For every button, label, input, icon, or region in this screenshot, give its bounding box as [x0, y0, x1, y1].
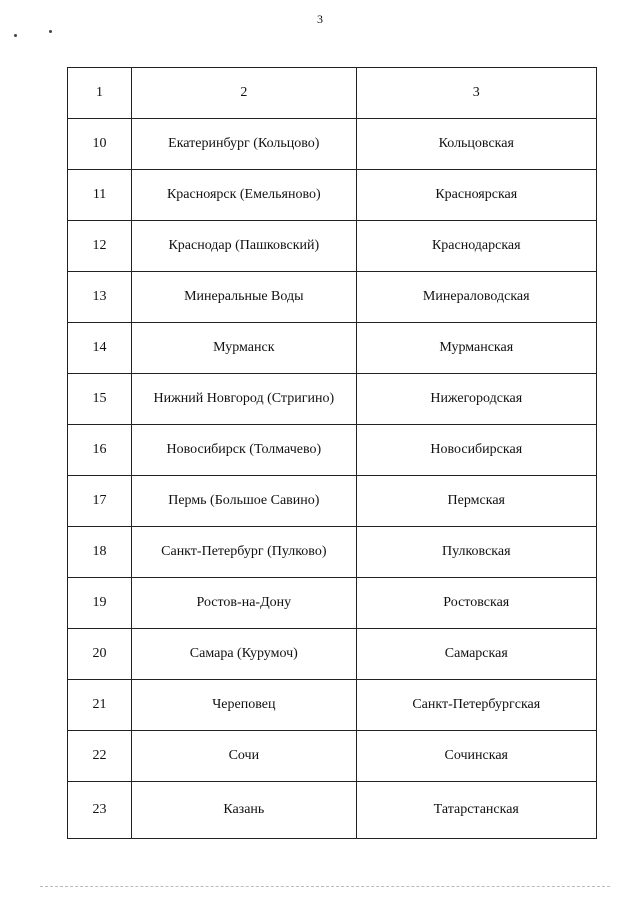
- airport-name-cell: Мурманск: [132, 323, 356, 374]
- zone-name-cell: Татарстанская: [356, 782, 596, 839]
- row-number-cell: 23: [68, 782, 132, 839]
- header-cell-2: 2: [132, 68, 356, 119]
- zone-name-cell: Красноярская: [356, 170, 596, 221]
- zone-name-cell: Санкт-Петербургская: [356, 680, 596, 731]
- table-row: [68, 119, 597, 170]
- table-row: [68, 323, 597, 374]
- airport-name-cell: Сочи: [132, 731, 356, 782]
- row-number-cell: 20: [68, 629, 132, 680]
- airport-name-cell: Екатеринбург (Кольцово): [132, 119, 356, 170]
- table-row: [68, 629, 597, 680]
- airport-name-cell: Казань: [132, 782, 356, 839]
- airport-name-cell: Краснодар (Пашковский): [132, 221, 356, 272]
- table-row: [68, 578, 597, 629]
- row-number-cell: 15: [68, 374, 132, 425]
- airport-name-cell: Нижний Новгород (Стригино): [132, 374, 356, 425]
- airport-name-cell: Минеральные Воды: [132, 272, 356, 323]
- row-number-cell: 13: [68, 272, 132, 323]
- table-row: [68, 374, 597, 425]
- table-header-row: [68, 68, 597, 119]
- row-number-cell: 22: [68, 731, 132, 782]
- header-cell-1: 1: [68, 68, 132, 119]
- zone-name-cell: Краснодарская: [356, 221, 596, 272]
- header-cell-3: 3: [356, 68, 596, 119]
- zone-name-cell: Пулковская: [356, 527, 596, 578]
- table-row: [68, 272, 597, 323]
- table-row: [68, 527, 597, 578]
- table-row: [68, 731, 597, 782]
- airport-name-cell: Череповец: [132, 680, 356, 731]
- table-row: [68, 170, 597, 221]
- airport-name-cell: Красноярск (Емельяново): [132, 170, 356, 221]
- table-row: [68, 221, 597, 272]
- row-number-cell: 12: [68, 221, 132, 272]
- table-row: [68, 476, 597, 527]
- row-number-cell: 10: [68, 119, 132, 170]
- table-row: [68, 425, 597, 476]
- row-number-cell: 11: [68, 170, 132, 221]
- page-number: 3: [317, 12, 323, 26]
- row-number-cell: 18: [68, 527, 132, 578]
- zone-name-cell: Сочинская: [356, 731, 596, 782]
- zone-name-cell: Мурманская: [356, 323, 596, 374]
- scan-artifact-line: [40, 886, 610, 888]
- zone-name-cell: Нижегородская: [356, 374, 596, 425]
- airport-name-cell: Санкт-Петербург (Пулково): [132, 527, 356, 578]
- row-number-cell: 16: [68, 425, 132, 476]
- airport-name-cell: Пермь (Большое Савино): [132, 476, 356, 527]
- data-table: [67, 67, 597, 839]
- scan-speck: [49, 30, 52, 33]
- row-number-cell: 17: [68, 476, 132, 527]
- scan-speck: [14, 34, 17, 37]
- zone-name-cell: Ростовская: [356, 578, 596, 629]
- table-row: [68, 680, 597, 731]
- zone-name-cell: Самарская: [356, 629, 596, 680]
- zone-name-cell: Кольцовская: [356, 119, 596, 170]
- row-number-cell: 14: [68, 323, 132, 374]
- zone-name-cell: Новосибирская: [356, 425, 596, 476]
- zone-name-cell: Минераловодская: [356, 272, 596, 323]
- row-number-cell: 21: [68, 680, 132, 731]
- row-number-cell: 19: [68, 578, 132, 629]
- table-row: [68, 782, 597, 839]
- airport-name-cell: Самара (Курумоч): [132, 629, 356, 680]
- zone-name-cell: Пермская: [356, 476, 596, 527]
- airport-name-cell: Ростов-на-Дону: [132, 578, 356, 629]
- airport-name-cell: Новосибирск (Толмачево): [132, 425, 356, 476]
